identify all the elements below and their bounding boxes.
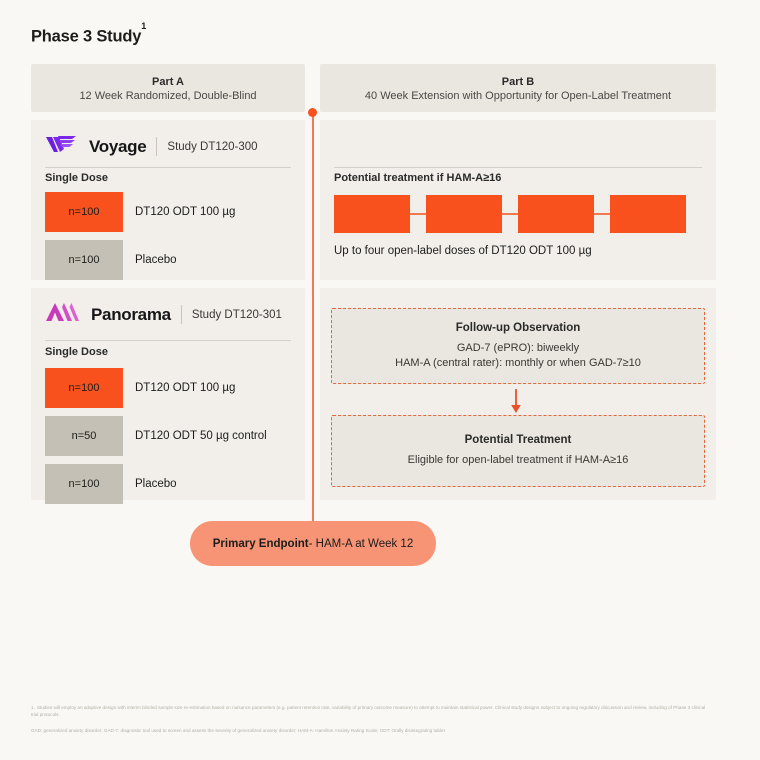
voyage-study-label: Study DT120-300 (167, 140, 258, 153)
voyage-section-label: Single Dose (45, 172, 108, 184)
header-part-a (31, 64, 305, 112)
panorama-arm-2-label: DT120 ODT 50 µg control (135, 430, 267, 442)
voyage-arm-2-label: Placebo (135, 254, 177, 266)
page-title-footnote-marker: 1 (141, 20, 147, 31)
followup-observation-box (331, 308, 705, 384)
primary-endpoint-pill (190, 521, 436, 566)
openlabel-dose-block (610, 195, 686, 233)
voyage-openlabel-note: Up to four open-label doses of DT120 ODT 100 µg (334, 245, 592, 257)
followup-line-2: HAM-A (central rater): monthly or when GAD-7≥10 (395, 356, 641, 369)
panorama-arm-row-1 (45, 368, 235, 408)
panorama-arm-row-3 (45, 464, 177, 504)
header-part-a-subtitle: 12 Week Randomized, Double-Blind (79, 90, 257, 102)
timeline-start-dot-icon (308, 108, 317, 117)
voyage-openlabel-title: Potential treatment if HAM-A≥16 (334, 172, 502, 184)
page-title-text: Phase 3 Study (31, 27, 142, 46)
footnote-1-number: 1. (31, 705, 35, 710)
voyage-section-rule (45, 167, 291, 168)
panorama-brand-name: Panorama (91, 304, 171, 324)
openlabel-dose-block (518, 195, 594, 233)
panorama-brand-divider (181, 305, 182, 324)
panorama-arm-row-2 (45, 416, 267, 456)
potential-treatment-box (331, 415, 705, 487)
openlabel-connector (594, 213, 610, 215)
openlabel-dose-block (334, 195, 410, 233)
voyage-brand-name: Voyage (89, 136, 147, 156)
potential-treatment-line-1: Eligible for open-label treatment if HAM-A≥16 (407, 454, 629, 466)
panorama-part-a-panel (31, 288, 305, 500)
voyage-arm-1-label: DT120 ODT 100 µg (135, 206, 236, 218)
voyage-partb-rule (334, 167, 702, 168)
footnote-1 (31, 704, 711, 719)
followup-title: Follow-up Observation (455, 321, 581, 334)
voyage-brand-row (45, 133, 258, 160)
primary-endpoint-rest: - HAM-A at Week 12 (308, 537, 414, 550)
header-part-b (320, 64, 716, 112)
voyage-wing-icon (45, 133, 79, 160)
panorama-arm-2-n: n=50 (45, 416, 123, 456)
voyage-part-a-panel (31, 120, 305, 280)
panorama-arm-3-n: n=100 (45, 464, 123, 504)
panorama-peaks-icon (45, 301, 81, 328)
panorama-section-label: Single Dose (45, 346, 108, 358)
panorama-arm-1-n: n=100 (45, 368, 123, 408)
panorama-arm-3-label: Placebo (135, 478, 177, 490)
voyage-brand-divider (156, 137, 157, 156)
followup-line-1: GAD-7 (ePRO): biweekly (456, 341, 580, 354)
panorama-study-label: Study DT120-301 (191, 308, 282, 321)
panorama-section-rule (45, 340, 291, 341)
potential-treatment-title: Potential Treatment (464, 434, 572, 446)
footnote-abbreviations: GAD: generalized anxiety disorder; GAD-7: diagnostic tool used to screen and assess the severity of generalized anxiety disorder; HAM-A: Hamilton Anxiety Rating Scale; ODT: Orally disintegrating tablet (31, 728, 445, 733)
openlabel-connector (410, 213, 426, 215)
voyage-arm-1-n: n=100 (45, 192, 123, 232)
voyage-part-b-panel (320, 120, 716, 280)
panorama-brand-row (45, 301, 282, 328)
voyage-arm-row-2 (45, 240, 177, 280)
panorama-arm-1-label: DT120 ODT 100 µg (135, 382, 236, 394)
footnote-1-text: Studies will employ an adaptive design with interim blinded sample size re-estimation based on nuisance parameters (e.g. patient retention rate, variability of primary outcome measure) to attempt to maintain statistical power. Clinical study designs subject to ongoing regulatory discussion and review, including of Phase 3 clinical trial protocols. (31, 705, 706, 718)
primary-endpoint-bold: Primary Endpoint (212, 537, 309, 550)
openlabel-dose-block (426, 195, 502, 233)
timeline-divider-line (312, 112, 314, 525)
voyage-arm-row-1 (45, 192, 235, 232)
header-part-a-title: Part A (152, 76, 184, 88)
header-part-b-title: Part B (501, 76, 535, 88)
openlabel-connector (502, 213, 518, 215)
voyage-openlabel-track (334, 195, 686, 233)
page-title (31, 20, 147, 47)
header-part-b-subtitle: 40 Week Extension with Opportunity for Open-Label Treatment (364, 90, 672, 102)
voyage-arm-2-n: n=100 (45, 240, 123, 280)
